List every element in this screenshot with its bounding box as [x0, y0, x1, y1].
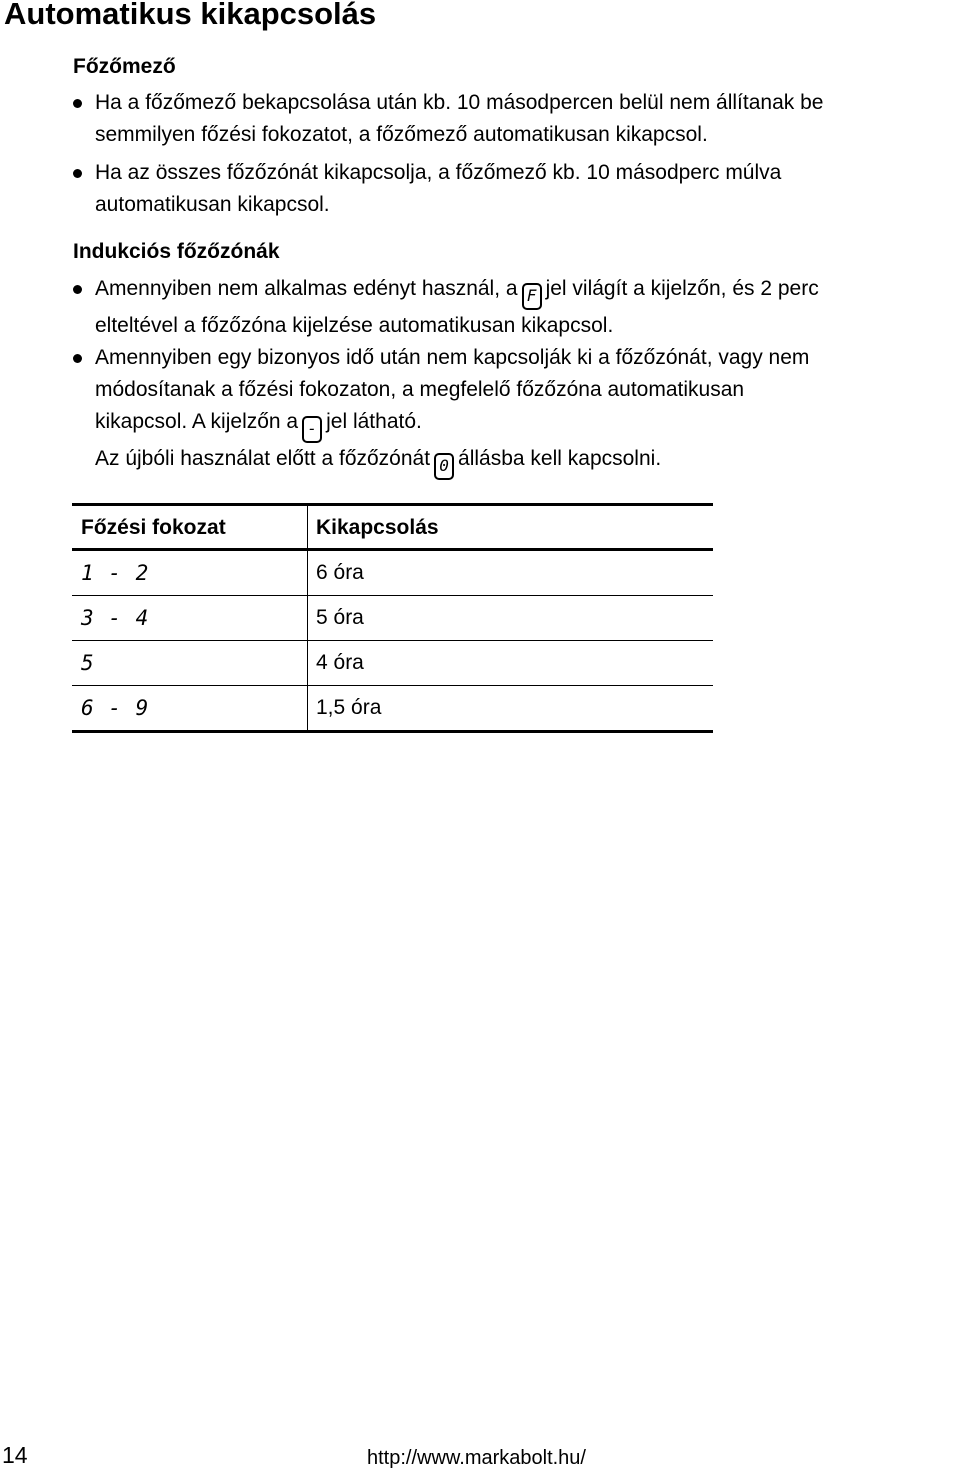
column-divider — [307, 641, 308, 685]
list-item-line: módosítanak a főzési fokozaton, a megfelelő főzőzóna automatikusan — [95, 378, 745, 401]
display-zero-icon: 0 — [434, 453, 454, 480]
column-divider — [307, 506, 308, 548]
column-header-level: Főzési fokozat — [81, 516, 226, 539]
list-item-line: automatikusan kikapcsol. — [95, 193, 330, 216]
text: jel világít a kijelzőn, és 2 perc — [545, 277, 819, 300]
text: állásba kell kapcsolni. — [458, 447, 662, 470]
list-item — [73, 157, 943, 221]
list-item-line — [73, 406, 943, 443]
table-row — [72, 641, 713, 685]
bullet-icon — [73, 354, 82, 363]
list-item-line: Amennyiben egy bizonyos idő után nem kapcsolják ki a főzőzónát, vagy nem — [95, 346, 810, 369]
page-title: Automatikus kikapcsolás — [4, 0, 377, 31]
page-number: 14 — [2, 1442, 28, 1468]
table-rule — [72, 730, 713, 733]
bullet-icon — [73, 169, 82, 178]
section-heading-fozomezo: Főzőmező — [73, 55, 176, 78]
table-row — [72, 686, 713, 730]
column-divider — [307, 551, 308, 595]
text: jel látható. — [326, 410, 422, 433]
list-item-line: Ha a főzőmező bekapcsolása után kb. 10 másodpercen belül nem állítanak be — [95, 91, 824, 114]
list-item-line: Ha az összes főzőzónát kikapcsolja, a főzőmező kb. 10 másodperc múlva — [95, 161, 782, 184]
cooking-level: 1 - 2 — [81, 561, 150, 585]
list-item-line: elteltével a főzőzóna kijelzése automatikusan kikapcsol. — [95, 314, 614, 337]
table-row — [72, 596, 713, 640]
cooking-level: 3 - 4 — [81, 606, 150, 630]
column-header-shutoff: Kikapcsolás — [316, 516, 439, 539]
display-f-icon: F — [522, 283, 542, 310]
shutoff-time: 5 óra — [316, 606, 364, 629]
list-item — [73, 342, 943, 480]
list-item-line — [73, 443, 943, 480]
shutoff-time: 1,5 óra — [316, 696, 382, 719]
text: Az újbóli használat előtt a főzőzónát — [95, 447, 431, 470]
text: kikapcsol. A kijelzőn a — [95, 410, 299, 433]
shutoff-time: 4 óra — [316, 651, 364, 674]
list-item-line: semmilyen főzési fokozatot, a főzőmező automatikusan kikapcsol. — [95, 123, 708, 146]
shutoff-table — [72, 503, 713, 733]
section-heading-indukcios: Indukciós főzőzónák — [73, 240, 280, 263]
display-dash-icon: - — [302, 416, 322, 443]
list-item-line — [73, 273, 943, 310]
cooking-level: 6 - 9 — [81, 696, 150, 720]
column-divider — [307, 596, 308, 640]
column-divider — [307, 686, 308, 730]
cooking-level: 5 — [81, 651, 95, 675]
list-item — [73, 87, 943, 151]
bullet-icon — [73, 99, 82, 108]
table-header-row — [72, 506, 713, 548]
list-item — [73, 273, 943, 342]
table-row — [72, 551, 713, 595]
bullet-icon — [73, 285, 82, 294]
footer-url-link[interactable]: http://www.markabolt.hu/ — [367, 1447, 586, 1469]
shutoff-time: 6 óra — [316, 561, 364, 584]
text: Amennyiben nem alkalmas edényt használ, a — [95, 277, 518, 300]
